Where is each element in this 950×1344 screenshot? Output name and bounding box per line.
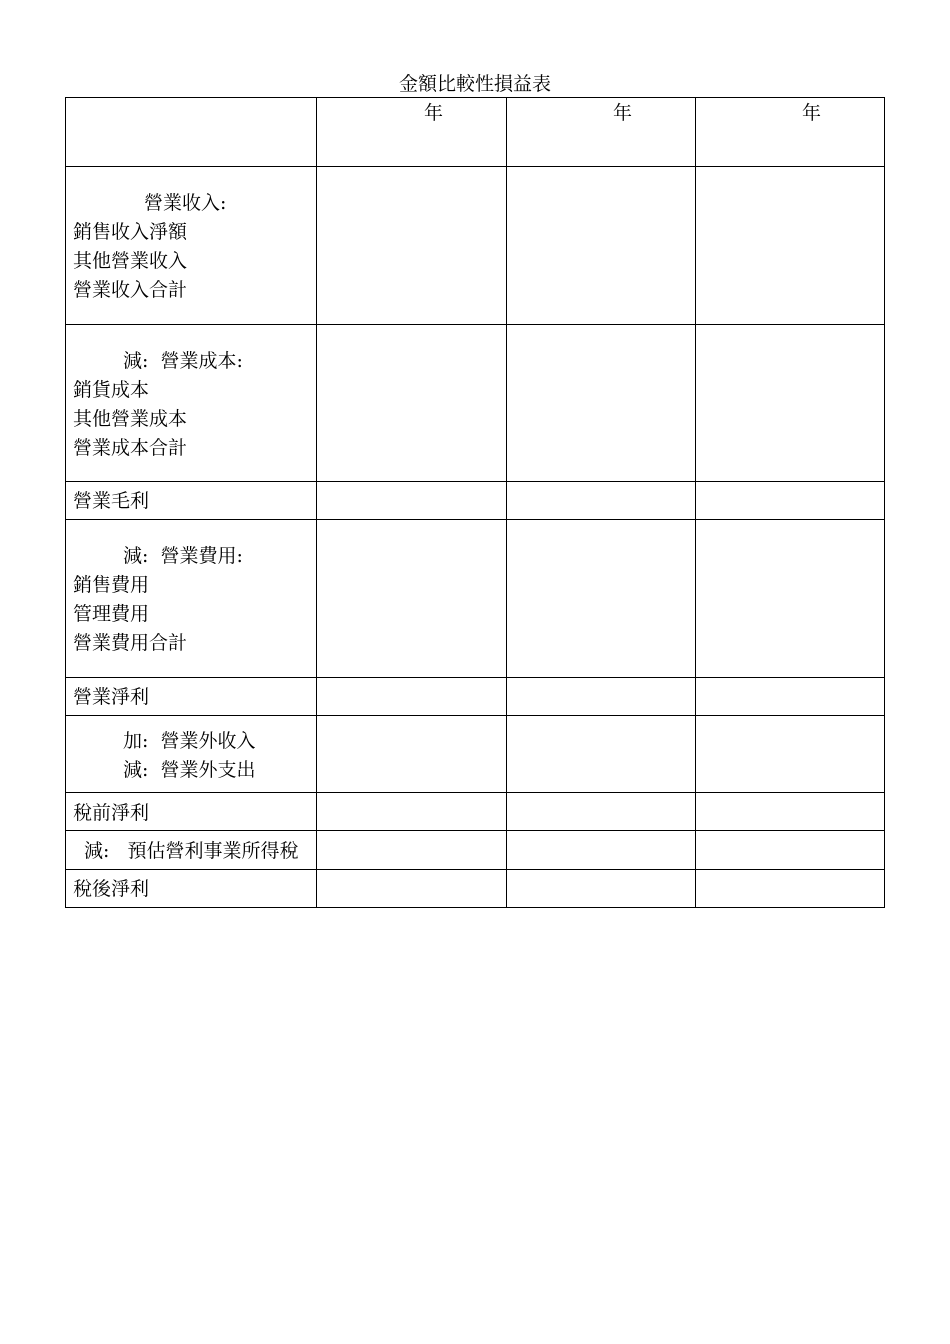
section-heading-operating-expenses: 減: 營業費用: <box>123 545 243 567</box>
row-label: 銷貨成本 <box>73 379 150 401</box>
section-heading-operating-revenue: 營業收入: <box>144 192 227 214</box>
row-label: 營業成本合計 <box>73 437 188 459</box>
row-label-income-tax: 減: 預估營利事業所得稅 <box>84 840 299 862</box>
row-label-operating-income: 營業淨利 <box>73 686 150 708</box>
row-label: 管理費用 <box>73 603 150 625</box>
page-title: 金額比較性損益表 <box>398 73 551 95</box>
row-label: 其他營業收入 <box>73 250 188 272</box>
row-label: 銷售費用 <box>73 574 150 596</box>
section-heading-operating-cost: 減: 營業成本: <box>123 350 243 372</box>
row-label-non-operating-expense: 減: 營業外支出 <box>123 759 256 781</box>
row-label: 營業收入合計 <box>73 279 188 301</box>
year-header-2: 年 <box>613 102 633 124</box>
row-label: 銷售收入淨額 <box>73 221 188 243</box>
year-header-1: 年 <box>424 102 444 124</box>
row-label-gross-profit: 營業毛利 <box>73 490 150 512</box>
row-label-non-operating-income: 加: 營業外收入 <box>123 730 256 752</box>
row-label: 營業費用合計 <box>73 632 188 654</box>
row-label: 其他營業成本 <box>73 408 188 430</box>
year-header-3: 年 <box>802 102 822 124</box>
row-label-net-income: 稅後淨利 <box>73 878 150 900</box>
row-label-pretax-income: 稅前淨利 <box>73 802 150 824</box>
